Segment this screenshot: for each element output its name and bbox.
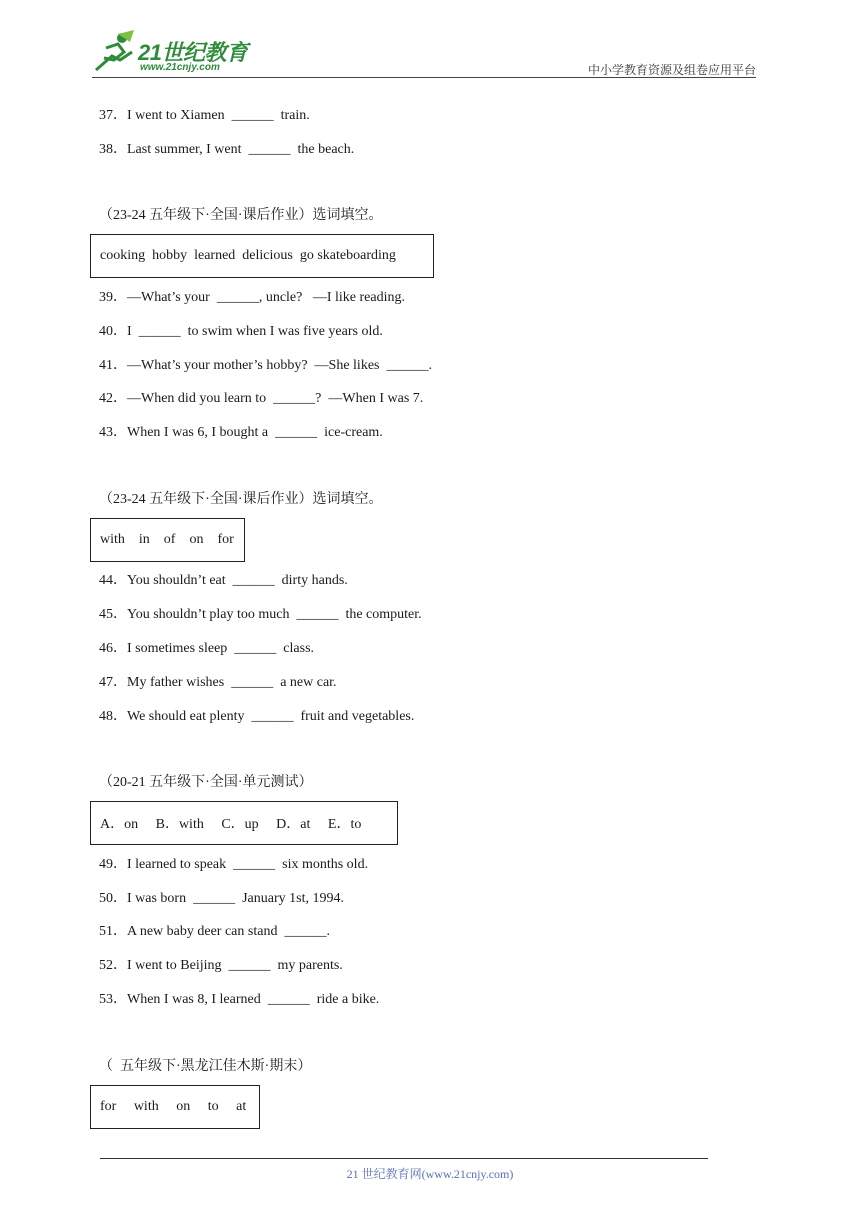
question-44: 44．You shouldn’t eat ______ dirty hands.	[99, 573, 348, 588]
question-45: 45．You shouldn’t play too much ______ the computer.	[99, 607, 422, 622]
section-2-word-bank: with in of on for	[90, 518, 245, 562]
question-41: 41．—What’s your mother’s hobby? —She likes ______.	[99, 358, 432, 373]
header-divider	[92, 77, 756, 78]
question-47: 47．My father wishes ______ a new car.	[99, 675, 337, 690]
question-43: 43．When I was 6, I bought a ______ ice-cream.	[99, 425, 383, 440]
question-49: 49．I learned to speak ______ six months old.	[99, 857, 369, 872]
question-53: 53．When I was 8, I learned ______ ride a bike.	[99, 992, 380, 1007]
section-4-title: （ 五年级下·黑龙江佳木斯·期末）	[99, 1059, 312, 1074]
question-48: 48．We should eat plenty ______ fruit and vegetables.	[99, 709, 415, 724]
section-2-title: （23-24 五年级下·全国·课后作业）选词填空。	[99, 492, 383, 507]
question-38: 38．Last summer, I went ______ the beach.	[99, 142, 355, 157]
question-40: 40．I ______ to swim when I was five years old.	[99, 324, 383, 339]
header-platform-title: 中小学教育资源及组卷应用平台	[587, 63, 756, 77]
question-46: 46．I sometimes sleep ______ class.	[99, 641, 315, 656]
section-1-word-bank: cooking hobby learned delicious go skateboarding	[90, 234, 434, 278]
logo-sub-text: www.21cnjy.com	[140, 62, 220, 73]
question-51: 51．A new baby deer can stand ______.	[99, 924, 330, 939]
section-1-title: （23-24 五年级下·全国·课后作业）选词填空。	[99, 208, 383, 223]
logo-main-text: 21世纪教育	[138, 40, 248, 65]
section-3-title: （20-21 五年级下·全国·单元测试）	[99, 775, 313, 790]
runner-logo-icon	[92, 30, 138, 76]
section-4-word-bank: for with on to at	[90, 1085, 260, 1129]
section-3-options-box: A．on B．with C．up D．at E．to	[90, 801, 398, 845]
footer-divider	[100, 1158, 708, 1159]
footer-text: 21 世纪教育网(www.21cnjy.com)	[346, 1167, 514, 1181]
page-header	[92, 30, 756, 80]
question-37: 37．I went to Xiamen ______ train.	[99, 108, 310, 123]
question-42: 42．—When did you learn to ______? —When I was 7.	[99, 391, 424, 406]
question-52: 52．I went to Beijing ______ my parents.	[99, 958, 343, 973]
logo	[92, 30, 262, 78]
question-39: 39．—What’s your ______, uncle? —I like reading.	[99, 290, 405, 305]
question-50: 50．I was born ______ January 1st, 1994.	[99, 891, 344, 906]
